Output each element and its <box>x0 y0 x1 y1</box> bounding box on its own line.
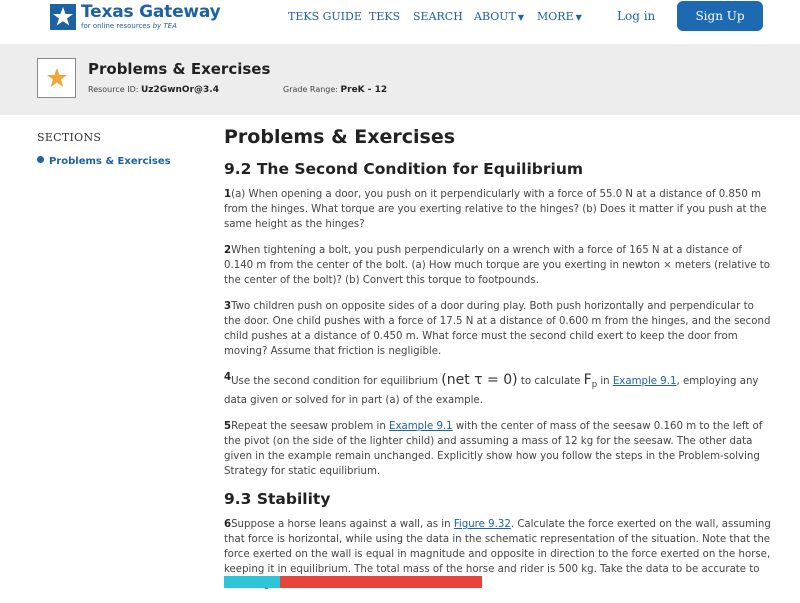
star-logo-icon <box>50 4 76 30</box>
login-link[interactable]: Log in <box>617 9 656 23</box>
top-bar <box>0 0 800 44</box>
problem-5: 5Repeat the seesaw problem in Example 9.1 with the center of mass of the seesaw 0.160 m to the left of the pivot (on the side of the lighter child) and assuming a mass of 12 kg for the seesaw. The other data given in the example remain unchanged. Explicitly show how you follow the steps in the Problem-solving Strategy for static equilibrium. <box>224 421 763 478</box>
main-content <box>224 126 772 603</box>
nav-teks[interactable]: TEKS <box>369 10 401 23</box>
resource-header <box>0 44 800 115</box>
nav-teks-guide[interactable]: TEKS GUIDE <box>288 10 362 23</box>
problem-3: 3Two children push on opposite sides of a door during play. Both push horizontally and perpendicular to the door. One child pushes with a force of 17.5 N at a distance of 0.600 m from the hinges, and the second child pushes at a distance of 0.450 m. What force must the second child exert to keep the door from moving? Assume that friction is negligible. <box>224 301 771 357</box>
sidebar-item-problems-exercises[interactable]: Problems & Exercises <box>37 156 171 167</box>
figure-9-32-link[interactable]: Figure 9.32 <box>453 519 511 531</box>
texas-gateway-logo[interactable] <box>40 2 230 36</box>
example-9-1-link[interactable]: Example 9.1 <box>389 421 453 433</box>
bullet-dot-icon <box>37 156 44 163</box>
resource-title: Problems & Exercises <box>88 60 271 78</box>
resource-type-badge <box>37 58 76 98</box>
chevron-down-icon: ▼ <box>517 13 525 22</box>
equilibrium-formula: (net τ = 0) <box>441 372 518 388</box>
problem-1: 1(a) When opening a door, you push on it perpendicularly with a force of 55.0 N at a distance of 0.850 m from the hinges. What torque are you exerting relative to the hinges? (b) Does it matter if you push at the same height as the hinges? <box>224 189 767 230</box>
grade-range: Grade Range: PreK - 12 <box>283 85 388 95</box>
problem-2: 2When tightening a bolt, you push perpendicularly on a wrench with a force of 165 N at a distance of 0.140 m from the center of the bolt. (a) How much torque are you exerting in newton × meters (relative to the center of the bolt)? (b) Convert this torque to footpounds. <box>224 245 770 286</box>
star-icon <box>46 67 68 89</box>
page-title: Problems & Exercises <box>224 126 456 148</box>
signup-button[interactable]: Sign Up <box>677 1 763 31</box>
figure-image <box>224 576 482 588</box>
logo-title: Texas Gateway <box>81 2 221 22</box>
section-heading: 9.3 Stability <box>224 490 331 509</box>
nav-about[interactable]: ABOUT ▼ <box>474 10 525 23</box>
example-9-1-link[interactable]: Example 9.1 <box>612 376 677 387</box>
section-heading: 9.2 The Second Condition for Equilibrium <box>224 160 584 178</box>
problem-6: 6Suppose a horse leans against a wall, as in Figure 9.32. Calculate the force exerted on the wall, assuming that force is horizontal, while using the data in the schematic representation of the situation. Note that the force exerted on the wall is equal in magnitude and opposite in direction to the force exerted on the horse, keeping it in equilibrium. The total mass of the horse and rider is 500 kg. Take the data to be accurate to <box>224 519 771 576</box>
sections-heading: SECTIONS <box>37 131 102 144</box>
resource-id: Resource ID: Uz2GwnOr@3.4 <box>88 85 219 95</box>
chevron-down-icon: ▼ <box>575 13 582 22</box>
problem-4: 4Use the second condition for equilibrium (net τ = 0) to calculate $F_p$ in Example 9.1, employing any data given or solved for in part (a) of the example. <box>224 372 759 407</box>
logo-subtitle: for online resources by TEA <box>81 22 177 30</box>
nav-more[interactable]: MORE ▼ <box>537 10 582 23</box>
nav-search[interactable]: SEARCH <box>413 10 463 23</box>
